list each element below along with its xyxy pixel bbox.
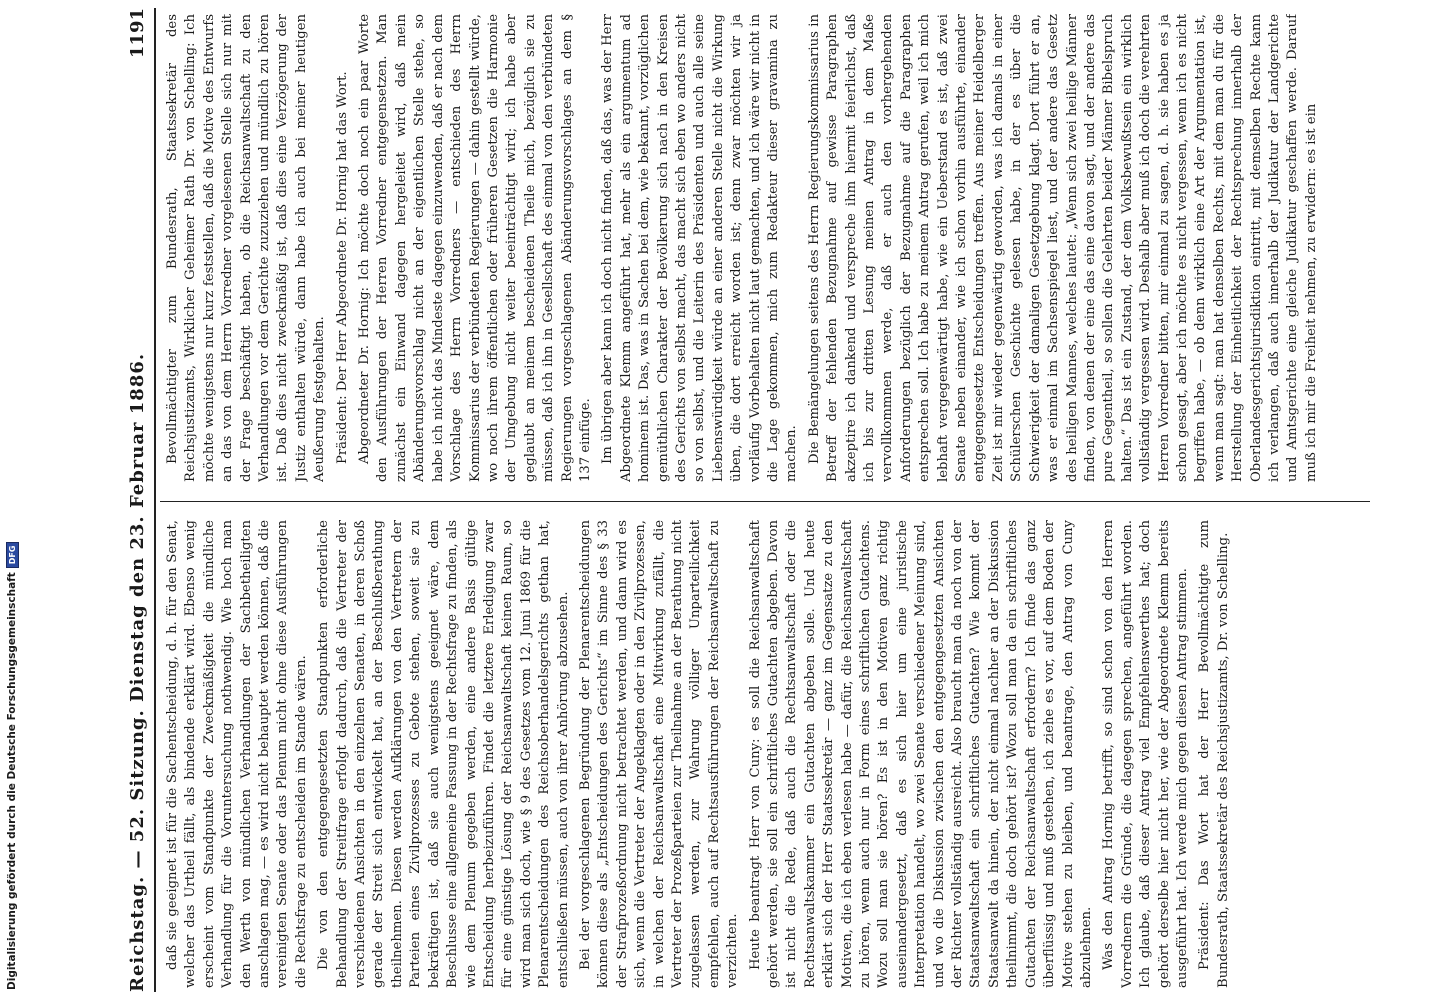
paragraph: Die Bemängelungen seitens des Herrn Regierungskommissarius in Betreff der fehlenden Bezugnahme auf gewisse Paragraphen akzeptire ich dankend und verspreche ihm hiermit feierlichst, daß ich bis zur dritten Lesung meinen Antrag in dem Maße vervollkommnen werde, daß er auch den vorhergehenden Anforderungen bezüglich der Bezugnahme auf die Paragraphen entsprechen soll. Ich habe zu meinem Antrag gerufen, weil ich mich lebhaft vergegenwärtigt habe, wie ein Ueberstand es ist, daß zwei Senate neben einander, wie ich schon vorhin ausführte, einander entgegengesetzte Entscheidungen treffen. Aus meiner Heidelberger Zeit ist mir wieder gegenwärtig geworden, was ich damals in einer Schülerschen Geschichte gelesen habe, in der es über die Schwierigkeit der damaligen Gesetzgebung klagt. Dort führt er an, was er einmal im Sachsenspiegel liest, und der andere das Gesetz des heiligen Mannes, welches lautet: „Wenn sich zwei heilige Männer finden, von denen der eine das eine davon sagt, und der andere das pure Gegentheil, so sollen die Gelehrten beider Männer Bibelspruch halten.“ Das ist ein Zustand, der dem Volksbewußtsein ein wirklich vollständig vergessen wird. Deshalb aber muß ich doch die verehrten Herren Vorredner bitten, mir einmal zu sagen, d. h. sie haben es ja schon gesagt, aber ich möchte es nicht vergessen, wenn ich es nicht begriffen habe, — ob denn wirklich eine Art der Argumentation ist, wenn man sagt: man hat denselben Rechts, mit dem man du für die Herstellung der Einheitlichkeit der Rechtsprechung innerhalb der Oberlandesgerichtsjurisdiktion eintritt, mit demselben Rechte kann ich verlangen, daß auch innerhalb der Judikatur der Landgerichte und Amtsgerichte eine gleiche Judikatur geschaffen werde. Darauf muß ich mir die Freiheit nehmen, zu erwidern: es ist ein [806,14,1319,482]
paragraph: Bei der vorgeschlagenen Begründung der Plenarentscheidungen können diese als „Entscheidungen des Gerichts“ im Sinne des § 33 der Strafprozeßordnung nicht betrachtet werden, und dann wird es sich, wenn die Vertreter der Angeklagten oder in den Zivilprozessen, in welchen der Reichsanwaltschaft eine Mitwirkung zufällt, die Vertreter der Prozeßparteien zur Theilnahme an der Berathung nicht zugelassen werden, zur Wahrung völliger Unparteilichkeit empfehlen, auch auf Rechtsausführungen der Reichsanwaltschaft zu verzichten. [577,520,741,988]
paragraph: daß sie geeignet ist für die Sachentscheidung, d. h. für den Senat, welcher das Urtheil fällt, als bindende erklärt wird. Ebenso wenig erscheint vom Standpunkte der Zweckmäßigkeit die mündliche Verhandlung für die Voruntersuchung nothwendig. Wie hoch man den Werth von mündlichen Verhandlungen der Sachbetheiligten anschlagen mag, — es wird nicht behauptet werden können, daß die vereinigten Senate oder das Plenum nicht ohne diese Ausführungen die Rechtsfrage zu entscheiden im Stande wären. [165,520,309,988]
paragraph: Was den Antrag Hornig betrifft, so sind schon von den Herren Vorrednern die Gründe, die dagegen sprechen, angeführt worden. Ich glaube, daß dieser Antrag viel Empfehlenswerthes hat; doch gehört derselbe hier nicht her, wie der Abgeordnete Klemm bereits ausgeführt hat. Ich werde mich gegen diesen Antrag stimmen. [1101,520,1190,988]
dfg-credit [4,0,20,990]
page-number: 1191 [126,8,148,59]
paragraph: Im übrigen aber kann ich doch nicht finden, daß das, was der Herr Abgeordnete Klemm angeführt hat, mehr als ein argumentum ad hominem ist. Das, was in Sachen bei dem, wie bekannt, vorzüglichen gemüthlichen Charakter der Bevölkerung sich nach in den Kreisen des Gerichts von selbst macht, das macht sich eben wo anders nicht so von selbst, und die Leiterin des Präsidenten und auch alle seine Liebenswürdigkeit würde an einer anderen Stelle nicht die Wirkung üben, die dort erreicht worden ist; denn zwar möchten wir ja vorläufig Vorbehalten nicht laut gemachten, und ich wäre wir nicht in die Lage gekommen, mich zum Redakteur dieser gravamina zu machen. [600,14,800,482]
paragraph: Bevollmächtigter zum Bundesrath, Staatssekretär des Reichsjustizamts, Wirklicher Geheimer Rath Dr. von Schelling: Ich möchte wenigstens nur kurz feststellen, daß die Motive des Entwurfs an das von dem Herrn Vorredner vorgelesenen Stelle sich nur mit der Frage beschäftigt haben, ob die Reichsanwaltschaft zu den Verhandlungen vor dem Gerichte zuzuziehen und mündlich zu hören ist. Daß dies nicht zweckmäßig ist, daß dies eine Verzögerung der Justiz enthalten würde, dann habe ich auch bei meiner heutigen Aeußerung festgehalten. [165,14,328,482]
page-header-title: Reichstag. — 52. Sitzung. Dienstag den 23. Februar 1886. [126,352,148,992]
column-divider [160,501,1370,502]
paragraph: Präsident: Der Herr Abgeordnete Dr. Hornig hat das Wort. [334,71,350,464]
paragraph: Die von den entgegengesetzten Standpunkten erforderliche Behandlung der Streitfrage erfolgt dadurch, daß die Vertreter der verschiedenen Ansichten in den einzelnen Senaten, in deren Schoß gerade der Streit sich entwickelt hat, an der Beschlußberathung theilnehmen. Diesen werden Aufklärungen von den Vertretern der Parteien eines Zivilprozesses zu Gebote stehen, soweit sie zu bekräftigen ist, daß sie auch wenigstens geeignet wäre, dem Beschlusse eine allgemeine Fassung in der Rechtsfrage zu finden, als wie dem Plenum gegeben werden, eine andere Basis gültige Entscheidung herbeizuführen. Findet die letztere Erledigung zwar für eine günstige Lösung der Reichsanwaltschaft keinen Raum, so wird man sich doch, wie § 9 des Gesetzes vom 12. Juni 1869 für die Plenarentscheidungen des Reichsoberhandelsgerichts gethan hat, entschließen müssen, auch von ihrer Anhörung abzusehen. [316,520,571,988]
dfg-credit-text: Digitalisierung gefördert durch die Deutsche Forschungsgemeinschaft [6,572,18,990]
dfg-logo-icon: DFG [6,542,19,569]
paragraph: Präsident: Das Wort hat der Herr Bevollmächtigte zum Bundesrath, Staatssekretär des Reichsjustizamts, Dr. von Schelling. [1197,520,1231,988]
paragraph: Heute beantragt Herr von Cuny: es soll die Reichsanwaltschaft gehört werden, sie soll ein schriftliches Gutachten abgeben. Davon ist nicht die Rede, daß auch die Rechtsanwaltschaft oder die Rechtsanwaltskammer ein Gutachten abgeben solle. Und heute erklärt sich der Herr Staatssekretär — ganz im Gegensatze zu den Motiven, die ich eben verlesen habe — dafür, die Reichsanwaltschaft zu hören, wenn auch nur in Form eines schriftlichen Gutachtens. Wozu soll man sie hören? Es ist in den Motiven ganz richtig auseinandergesetzt, daß es sich hier um eine juristische Interpretation handelt, wo zwei Senate verschiedener Meinung sind, und wo die Diskussion zwischen den entgegengesetzten Ansichten der Richter vollständig ausreicht. Also braucht man da noch von der Staatsanwaltschaft ein schriftliches Gutachten? Wie kommt der Staatsanwalt da hinein, der nicht einmal nachher an der Diskussion theilnimmt, die doch gehört ist? Wozu soll man da ein schriftliches Gutachten der Reichsanwaltschaft erfordern? Ich finde das ganz überflüssig und muß gestehen, ich ziehe es vor, auf dem Boden der Motive stehen zu bleiben, und beantrage, den Antrag von Cuny abzulehnen. [747,520,1094,988]
paragraph: Abgeordneter Dr. Hornig: Ich möchte doch noch ein paar Worte den Ausführungen der Herren Vorredner entgegensetzen. Man zunächst ein Einwand dagegen hergeleitet wird, daß mein Abänderungsvorschlag nicht an der eigentlichen Stelle stehe, so habe ich nicht das Mindeste dagegen einzuwenden, daß er nach dem Vorschlage des Herrn Vorredners — entschieden des Herrn Kommissarius der verbündeten Regierungen — dahin gestellt würde, wo noch ihrem öffentlichen oder früheren Gesetzen die Harmonie der Umgebung nicht weiter beeinträchtigt wird; ich habe aber geglaubt an meinem bescheidenen Theile mich, bezüglich sie zu müssen, daß ich ihn in Gesellschaft des einmal von den verbündeten Regierungen vorgeschlagenen Abänderungsvorschlages an dem § 137 einfüge. [357,14,593,482]
left-column [164,520,1374,988]
page-header [120,8,156,992]
rotated-page-content [120,8,1384,992]
right-column [164,14,1374,482]
